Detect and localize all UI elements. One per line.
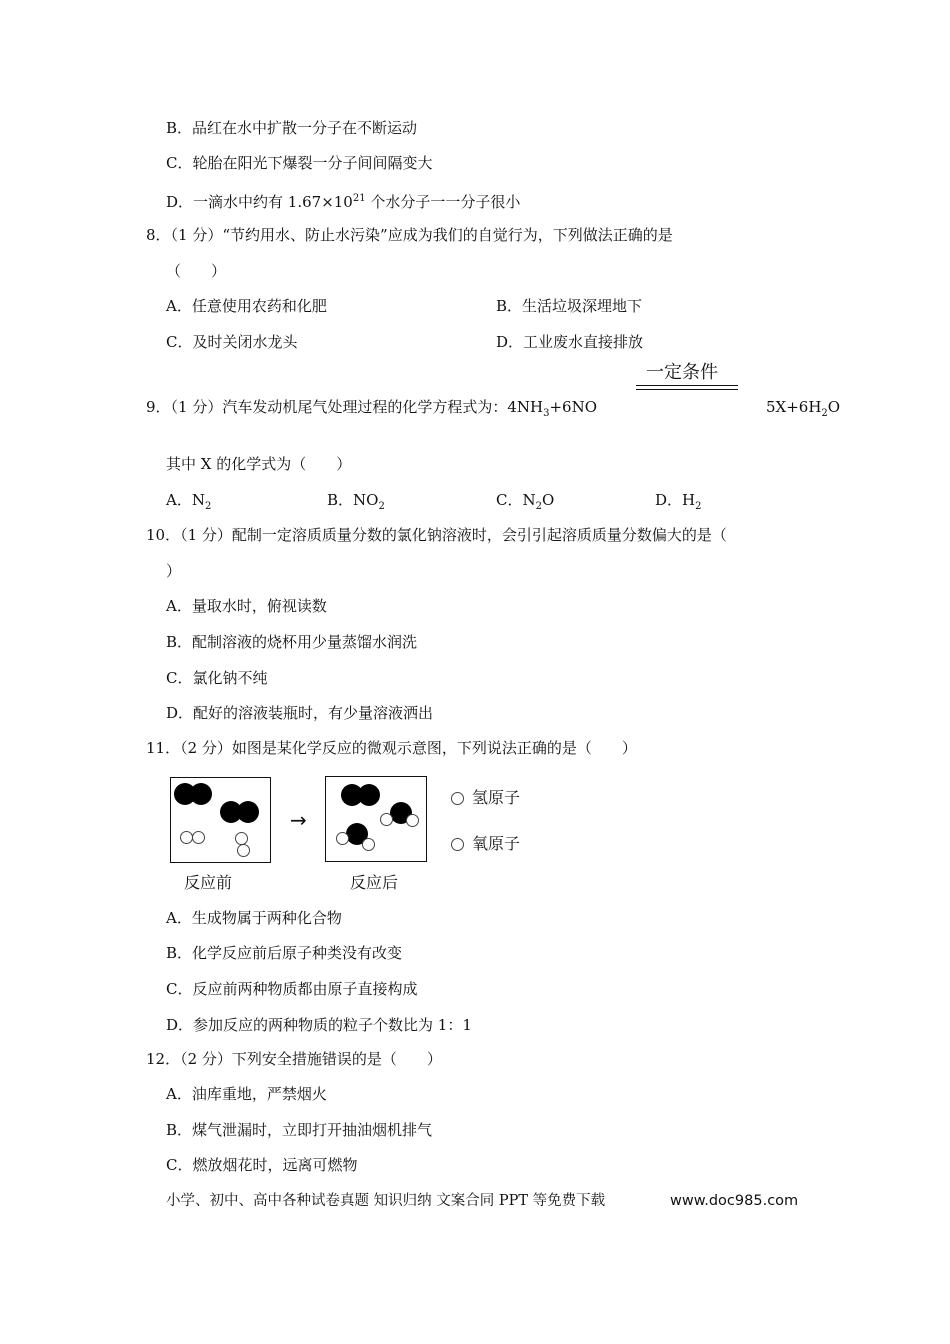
q11-option-c: C．反应前两种物质都由原子直接构成 xyxy=(166,980,418,998)
footer-url[interactable]: www.doc985.com xyxy=(670,1193,799,1209)
q10-option-c: C．氯化钠不纯 xyxy=(166,669,268,687)
q11-stem: 11．（2 分）如图是某化学反应的微观示意图，下列说法正确的是（ ） xyxy=(146,739,637,757)
q8-option-a: A．任意使用农药和化肥 xyxy=(166,297,327,315)
q9-option-d: D．$H_2$ xyxy=(655,491,702,512)
q10-option-b: B．配制溶液的烧杯用少量蒸馏水润洗 xyxy=(166,633,418,651)
q10-stem: 10．（1 分）配制一定溶质质量分数的氯化钠溶液时，会引引起溶质质量分数偏大的是（ xyxy=(146,526,727,544)
q12-option-a: A．油库重地，严禁烟火 xyxy=(166,1085,327,1103)
oxygen-molecule-atom xyxy=(192,831,205,844)
reaction-condition: 一定条件 xyxy=(646,362,718,383)
water-molecule-atom xyxy=(406,814,419,827)
oxygen-molecule-atom xyxy=(237,844,250,857)
q9-stem: 9．（1 分）汽车发动机尾气处理过程的化学方程式为：$4NH_3+6NO$ xyxy=(146,398,598,419)
q12-option-c: C．燃放烟花时，远离可燃物 xyxy=(166,1156,358,1174)
hydrogen-molecule-atom xyxy=(237,801,259,823)
oxygen-legend-label: 氧原子 xyxy=(472,834,521,853)
hydrogen-legend-symbol xyxy=(451,792,464,805)
q8-stem: 8．（1 分）“节约用水、防止水污染”应成为我们的自觉行为，下列做法正确的是 xyxy=(146,226,673,244)
q9-equation-rhs: $5X+6H_2O$ xyxy=(766,398,841,419)
after-label: 反应后 xyxy=(350,873,399,892)
q8-option-d: D．工业废水直接排放 xyxy=(496,333,644,351)
hydrogen-molecule-atom xyxy=(190,783,212,805)
footer-text: 小学、初中、高中各种试卷真题 知识归纳 文案合同 PPT 等免费下载 xyxy=(166,1193,606,1209)
water-molecule-atom xyxy=(380,813,393,826)
q7-option-d: D．一滴水中约有 $1.67\times 10^{21}$ 个水分子一一分子很小 xyxy=(166,193,521,211)
reaction-arrow: → xyxy=(290,808,307,832)
q11-option-b: B．化学反应前后原子种类没有改变 xyxy=(166,944,403,962)
hydrogen-molecule-atom xyxy=(358,784,380,806)
q8-option-c: C．及时关闭水龙头 xyxy=(166,333,298,351)
reaction-arrow-line-top xyxy=(636,385,738,386)
q10-option-a: A．量取水时，俯视读数 xyxy=(166,597,327,615)
q8-answer-paren: （ ） xyxy=(166,262,227,280)
q10-option-d: D．配好的溶液装瓶时，有少量溶液洒出 xyxy=(166,704,434,722)
q11-option-d: D．参加反应的两种物质的粒子个数比为 1：1 xyxy=(166,1016,472,1034)
oxygen-molecule-atom xyxy=(235,832,248,845)
q9-line2: 其中 X 的化学式为（ ） xyxy=(166,455,352,473)
q7-option-b: B．品红在水中扩散一分子在不断运动 xyxy=(166,119,418,137)
q9-option-c: C．$N_2O$ xyxy=(496,491,555,512)
reaction-after-box xyxy=(325,776,427,862)
reaction-arrow-line-bottom xyxy=(636,389,738,390)
reaction-before-box xyxy=(170,777,271,863)
hydrogen-legend-label: 氢原子 xyxy=(472,788,521,807)
q9-option-a: A．$N_2$ xyxy=(166,491,212,512)
q9-option-b: B．$NO_2$ xyxy=(327,491,385,512)
before-label: 反应前 xyxy=(184,873,233,892)
q10-paren-close: ） xyxy=(166,562,182,580)
oxygen-legend-symbol xyxy=(451,838,464,851)
q7-option-c: C．轮胎在阳光下爆裂一分子间间隔变大 xyxy=(166,154,433,172)
q8-option-b: B．生活垃圾深埋地下 xyxy=(496,297,643,315)
q12-stem: 12．（2 分）下列安全措施错误的是（ ） xyxy=(146,1050,442,1068)
water-molecule-atom xyxy=(336,832,349,845)
water-molecule-atom xyxy=(362,838,375,851)
q12-option-b: B．煤气泄漏时，立即打开抽油烟机排气 xyxy=(166,1121,433,1139)
q11-option-a: A．生成物属于两种化合物 xyxy=(166,909,342,927)
